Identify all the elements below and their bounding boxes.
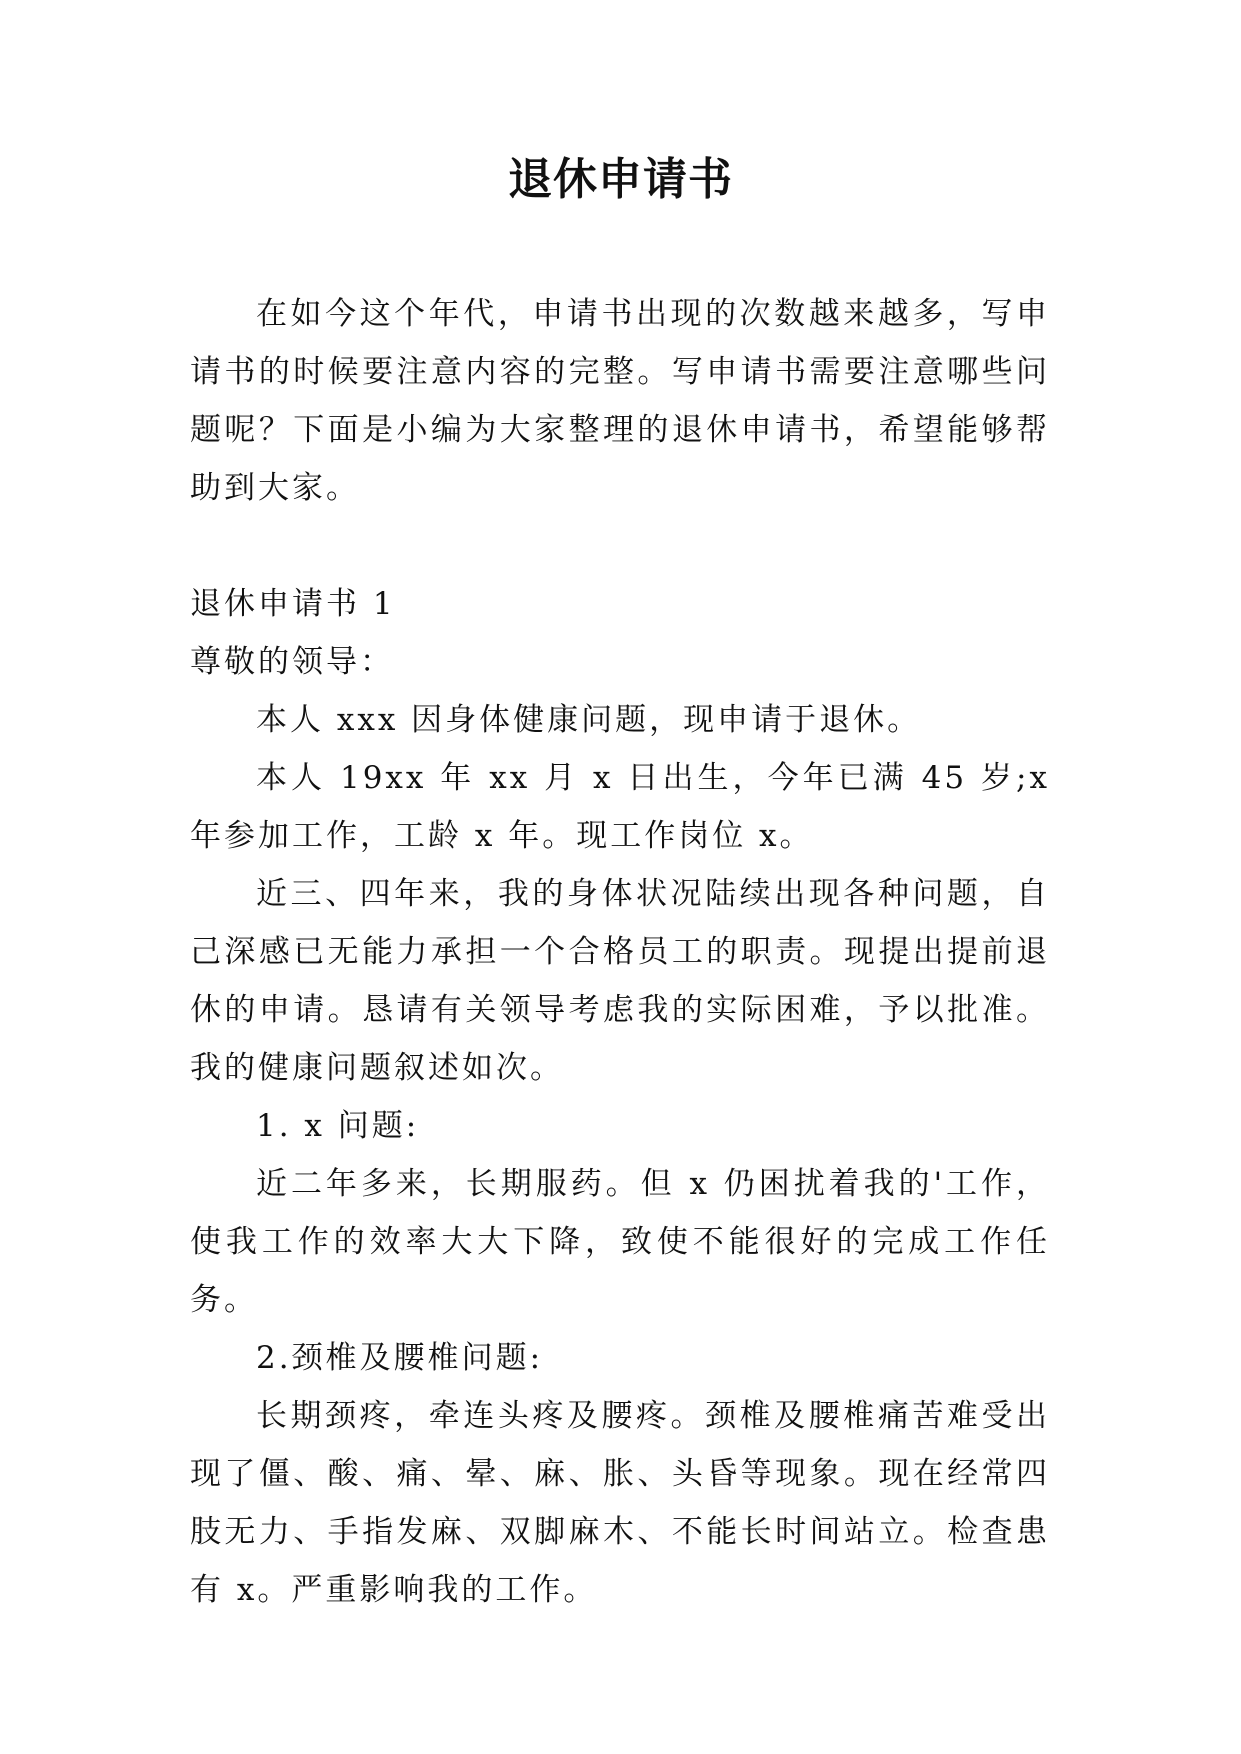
paragraph-spacer	[190, 517, 1050, 575]
intro-paragraph: 在如今这个年代，申请书出现的次数越来越多，写申请书的时候要注意内容的完整。写申请书需要注意哪些问题呢？下面是小编为大家整理的退休申请书，希望能够帮助到大家。	[190, 296, 1050, 506]
salutation: 尊敬的领导：	[190, 644, 394, 680]
list-item-1-heading: 1. x 问题:	[256, 1108, 420, 1144]
body-paragraph-4: 近二年多来，长期服药。但 x 仍困扰着我的'工作，使我工作的效率大大下降，致使不能很好的完成工作任务。	[190, 1166, 1050, 1318]
body-paragraph-1: 本人 xxx 因身体健康问题，现申请于退休。	[256, 702, 922, 738]
document-title: 退休申请书	[508, 154, 733, 205]
body-paragraph-3: 近三、四年来，我的身体状况陆续出现各种问题，自己深感已无能力承担一个合格员工的职责。现提出提前退休的申请。恳请有关领导考虑我的实际困难，予以批准。我的健康问题叙述如次。	[190, 876, 1050, 1086]
body-paragraph-5: 长期颈疼，牵连头疼及腰疼。颈椎及腰椎痛苦难受出现了僵、酸、痛、晕、麻、胀、头昏等现象。现在经常四肢无力、手指发麻、双脚麻木、不能长时间站立。检查患有 x。严重影响我的工作。	[190, 1398, 1050, 1608]
body-paragraph-2: 本人 19xx 年 xx 月 x 日出生，今年已满 45 岁;x 年参加工作，工龄 x 年。现工作岗位 x。	[190, 760, 1050, 854]
list-item-2-heading: 2.颈椎及腰椎问题:	[256, 1340, 544, 1376]
document-body	[190, 285, 1050, 1619]
section-heading: 退休申请书 1	[190, 586, 396, 622]
